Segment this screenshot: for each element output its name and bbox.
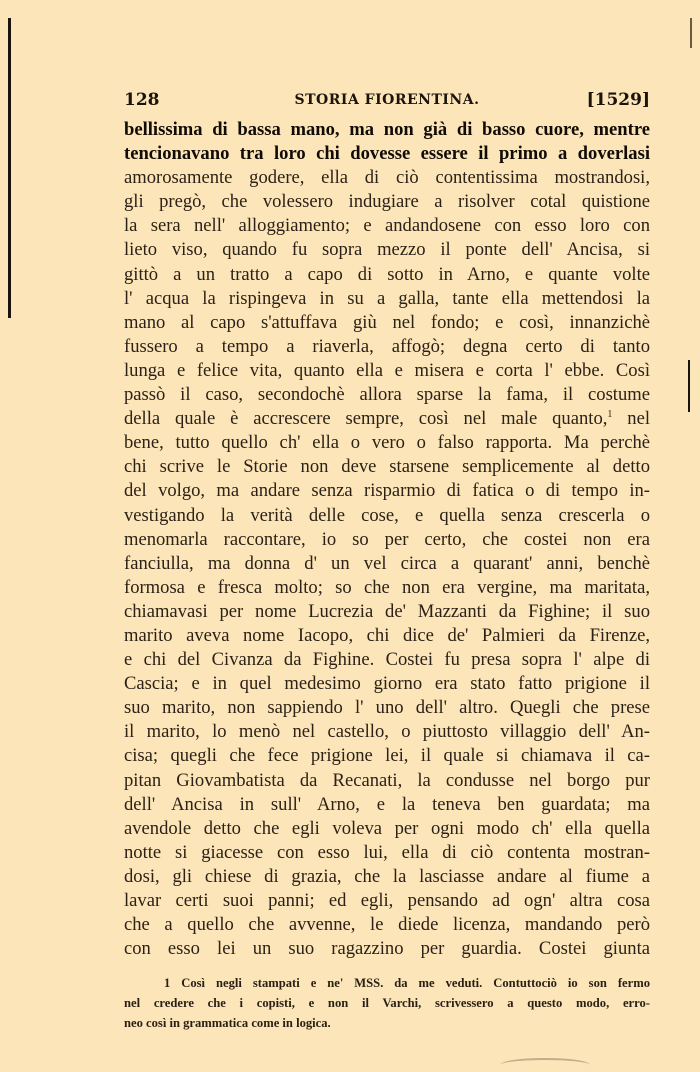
page-edge-left bbox=[8, 18, 11, 318]
text-line: dosi, gli chiese di grazia, che la lasciasse andare al fiume a bbox=[124, 865, 650, 887]
page-edge-right-top bbox=[690, 18, 692, 48]
footnote-line: 1 Così negli stampati e ne' MSS. da me veduti. Contuttociò io son fermo bbox=[164, 976, 650, 991]
text-segment: della quale è accrescere sempre, così nel male quanto, bbox=[124, 408, 608, 430]
text-line: Cascia; e in quel medesimo giorno era stato fatto prigione il bbox=[124, 673, 650, 695]
book-page bbox=[124, 88, 650, 1033]
text-line: dell' Ancisa in sull' Arno, e la teneva ben guardata; ma bbox=[124, 793, 650, 815]
text-line: vestigando la verità delle cose, e quella senza crescerla o bbox=[124, 504, 650, 526]
text-line: del volgo, ma andare senza risparmio di fatica o di tempo in- bbox=[124, 480, 650, 502]
year-marker: [1529] bbox=[586, 90, 650, 110]
text-line: e chi del Civanza da Fighine. Costei fu presa sopra l' alpe di bbox=[124, 649, 650, 671]
text-line: fussero a tempo a riaverla, affogò; degna certo di tanto bbox=[124, 335, 650, 357]
text-line: bene, tutto quello ch' ella o vero o falso rapporta. Ma perchè bbox=[124, 432, 650, 454]
text-line: fanciulla, ma donna d' un vel circa a quarant' anni, benchè bbox=[124, 552, 650, 574]
text-line: suo marito, non sappiendo l' uno dell' altro. Quegli che prese bbox=[124, 697, 650, 719]
text-line: gittò a un tratto a capo di sotto in Arno, e quante volte bbox=[124, 263, 650, 285]
text-line: avendole detto che egli voleva per ogni modo ch' ella quella bbox=[124, 817, 650, 839]
footnote-line: nel credere che i copisti, e non il Varchi, scrivessero a questo modo, erro- bbox=[124, 996, 650, 1011]
text-line: passò il caso, secondochè allora sparse la fama, il costume bbox=[124, 384, 650, 406]
text-line: gli pregò, che volessero indugiare a risolver cotal quistione bbox=[124, 191, 650, 213]
footnote-block bbox=[124, 973, 650, 1033]
footnote-marker[interactable]: 1 bbox=[607, 408, 613, 420]
text-line-with-footnote bbox=[124, 407, 650, 431]
footnote-separator bbox=[124, 961, 650, 969]
text-line: amorosamente godere, ella di ciò contentissima mostrandosi, bbox=[124, 167, 650, 189]
page-edge-right-mark bbox=[688, 360, 690, 412]
page-number: 128 bbox=[124, 90, 160, 110]
text-line: con esso lei un suo ragazzino per guardia. Costei giunta bbox=[124, 938, 650, 960]
text-line: chi scrive le Storie non deve starsene semplicemente al detto bbox=[124, 456, 650, 478]
text-line: pitan Giovambatista da Recanati, la condusse nel borgo pur bbox=[124, 769, 650, 791]
text-segment: nel bbox=[627, 408, 650, 430]
text-line: marito aveva nome Iacopo, chi dice de' Palmieri da Firenze, bbox=[124, 624, 650, 646]
footnote-line: neo così in grammatica come in logica. bbox=[124, 1016, 331, 1031]
text-line: lieto viso, quando fu sopra mezzo il ponte dell' Ancisa, si bbox=[124, 239, 650, 261]
text-line: bellissima di bassa mano, ma non già di basso cuore, mentre bbox=[124, 119, 650, 140]
text-line: menomarla raccontare, io so per certo, che costei non era bbox=[124, 528, 650, 550]
text-line: cisa; quegli che fece prigione lei, il quale si chiamava il ca- bbox=[124, 745, 650, 767]
text-line: lunga e felice vita, quanto ella e misera e corta l' ebbe. Così bbox=[124, 359, 650, 381]
text-line: chiamavasi per nome Lucrezia de' Mazzanti da Fighine; il suo bbox=[124, 600, 650, 622]
main-text bbox=[124, 118, 650, 961]
text-line: che a quello che avvenne, le diede licenza, mandando però bbox=[124, 914, 650, 936]
text-line: l' acqua la rispingeva in su a galla, tante ella mettendosi la bbox=[124, 287, 650, 309]
text-line: la sera nell' alloggiamento; e andandosene con esso loro con bbox=[124, 215, 650, 237]
text-line: mano al capo s'attuffava giù nel fondo; e così, innanzichè bbox=[124, 311, 650, 333]
text-line: il marito, lo menò nel castello, o piuttosto villaggio dell' An- bbox=[124, 721, 650, 743]
text-line: notte si giacesse con esso lui, ella di ciò contenta mostran- bbox=[124, 841, 650, 863]
text-line: formosa e fresca molto; so che non era vergine, ma maritata, bbox=[124, 576, 650, 598]
running-title: STORIA FIORENTINA. bbox=[294, 92, 480, 108]
text-line: lavar certi suoi panni; ed egli, pensando ad ogn' altra cosa bbox=[124, 890, 650, 911]
running-header bbox=[124, 88, 650, 118]
text-line: tencionavano tra loro chi dovesse essere il primo a doverlasi bbox=[124, 143, 650, 165]
